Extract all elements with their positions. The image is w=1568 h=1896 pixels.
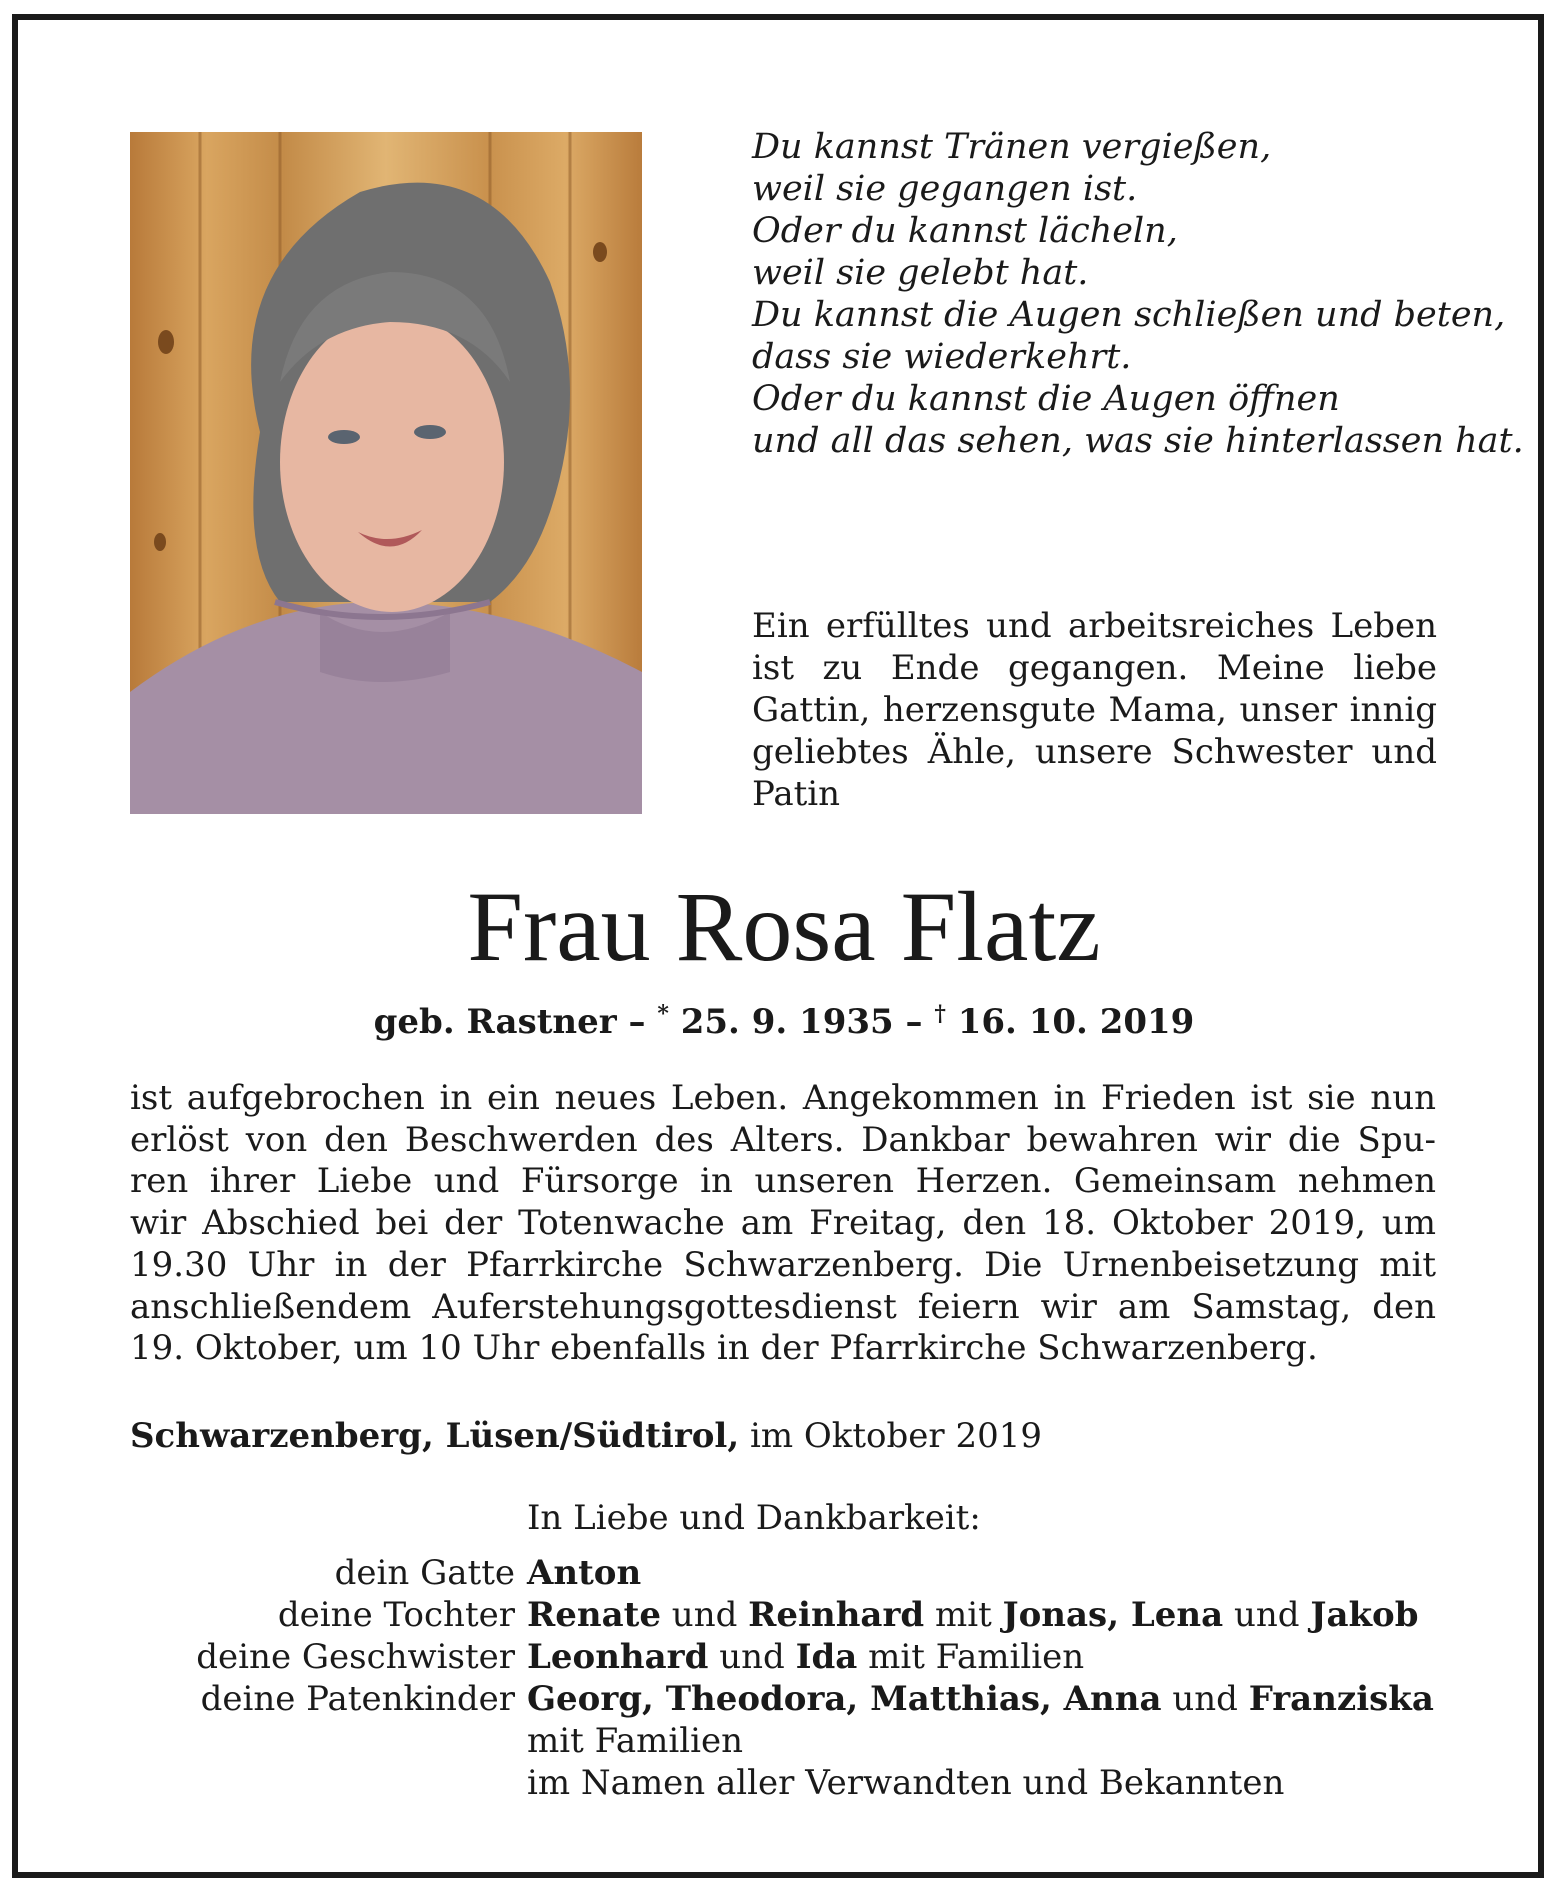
poem-line: und all das sehen, was sie hinterlassen hat. xyxy=(752,421,1524,461)
mourner-row xyxy=(130,1720,1460,1762)
mourners-list xyxy=(130,1552,1460,1804)
mourner-row xyxy=(130,1594,1460,1636)
place-date-line xyxy=(130,1415,1042,1457)
death-date: 16. 10. 2019 xyxy=(957,1002,1195,1042)
intro-line: Ein erfülltes und arbeitsreiches Leben xyxy=(752,606,1437,646)
life-dates xyxy=(0,992,1568,1044)
mourner-row xyxy=(130,1636,1460,1678)
mourners-heading: In Liebe und Dankbarkeit: xyxy=(527,1498,981,1538)
connector-text: und xyxy=(671,1595,738,1635)
mourner-name: Anton xyxy=(527,1553,642,1593)
poem-line: dass sie wiederkehrt. xyxy=(752,337,1132,377)
mourner-names xyxy=(527,1678,1434,1720)
maiden-name: geb. Rastner – xyxy=(373,1002,646,1042)
portrait-illustration xyxy=(130,132,642,814)
relation-spacer xyxy=(130,1762,527,1804)
intro-line: Patin xyxy=(752,774,841,814)
poem-line: Du kannst die Augen schließen und beten, xyxy=(752,295,1506,335)
birth-date: 25. 9. 1935 – xyxy=(680,1002,923,1042)
announcement-line: wir Abschied bei der Totenwache am Freitag, den 18. Oktober 2019, um xyxy=(130,1203,1436,1244)
mourner-name: Georg, Theodora, Matthias, Anna xyxy=(527,1679,1162,1719)
mourner-row xyxy=(130,1762,1460,1804)
connector-text: und xyxy=(719,1637,785,1677)
relation-label: deine Tochter xyxy=(277,1595,515,1635)
announcement-paragraph xyxy=(130,1078,1436,1370)
mourner-name: Renate xyxy=(527,1595,661,1635)
announcement-line: 19.30 Uhr in der Pfarrkirche Schwarzenberg. Die Urnenbeisetzung mit xyxy=(130,1244,1436,1285)
connector-text: und xyxy=(1172,1679,1238,1719)
relation-label: deine Patenkinder xyxy=(200,1679,515,1719)
announcement-line: ist aufgebrochen in ein neues Leben. Angekommen in Frieden ist sie nun xyxy=(130,1078,1436,1118)
mourner-names xyxy=(527,1636,1084,1678)
extra-line: mit Familien xyxy=(527,1721,744,1761)
announcement-line: 19. Oktober, um 10 Uhr ebenfalls in der Pfarrkirche Schwarzenberg. xyxy=(130,1328,1318,1369)
poem-line: Oder du kannst lächeln, xyxy=(752,211,1178,251)
mourner-name: Jonas, Lena xyxy=(1002,1595,1224,1635)
announcement-line: ren ihrer Liebe und Fürsorge in unseren Herzen. Gemeinsam nehmen xyxy=(130,1161,1436,1202)
place-date: im Oktober 2019 xyxy=(749,1416,1042,1456)
relation-spacer xyxy=(130,1720,527,1762)
announcement-line: erlöst von den Beschwerden des Alters. Dankbar bewahren wir die Spu- xyxy=(130,1119,1436,1160)
mourner-names xyxy=(527,1594,1419,1636)
mourner-names xyxy=(527,1552,641,1594)
mourner-row xyxy=(130,1678,1460,1720)
intro-line: Gattin, herzensgute Mama, unser innig xyxy=(752,690,1437,730)
intro-line: ist zu Ende gegangen. Meine liebe xyxy=(752,648,1437,688)
mourner-row xyxy=(130,1552,1460,1594)
death-symbol: † xyxy=(934,1001,946,1027)
poem-line: Oder du kannst die Augen öffnen xyxy=(752,379,1340,419)
intro-line: geliebtes Ähle, unsere Schwester und xyxy=(752,732,1437,772)
extra-line: im Namen aller Verwandten und Bekannten xyxy=(527,1763,1285,1803)
mourner-name: Reinhard xyxy=(748,1595,925,1635)
mourner-name: Leonhard xyxy=(527,1637,709,1677)
portrait-photo xyxy=(130,132,642,814)
connector-text: mit Familien xyxy=(868,1637,1085,1677)
deceased-name: Frau Rosa Flatz xyxy=(467,871,1101,982)
poem-line: weil sie gegangen ist. xyxy=(752,169,1138,209)
birth-symbol: * xyxy=(657,1001,669,1027)
mourner-name: Ida xyxy=(795,1637,858,1677)
poem-line: weil sie gelebt hat. xyxy=(752,253,1089,293)
announcement-line: anschließendem Auferstehungsgottesdienst feiern wir am Samstag, den xyxy=(130,1286,1436,1327)
place-locations: Schwarzenberg, Lüsen/Südtirol, xyxy=(130,1416,740,1456)
mourner-name: Jakob xyxy=(1310,1595,1419,1635)
mourner-name: Franziska xyxy=(1248,1679,1434,1719)
connector-text: mit xyxy=(934,1595,992,1635)
poem-line: Du kannst Tränen vergießen, xyxy=(752,127,1272,167)
relation-label: dein Gatte xyxy=(334,1553,515,1593)
intro-paragraph xyxy=(752,605,1437,815)
poem xyxy=(752,126,1524,462)
connector-text: und xyxy=(1233,1595,1300,1635)
relation-label: deine Geschwister xyxy=(196,1637,515,1677)
